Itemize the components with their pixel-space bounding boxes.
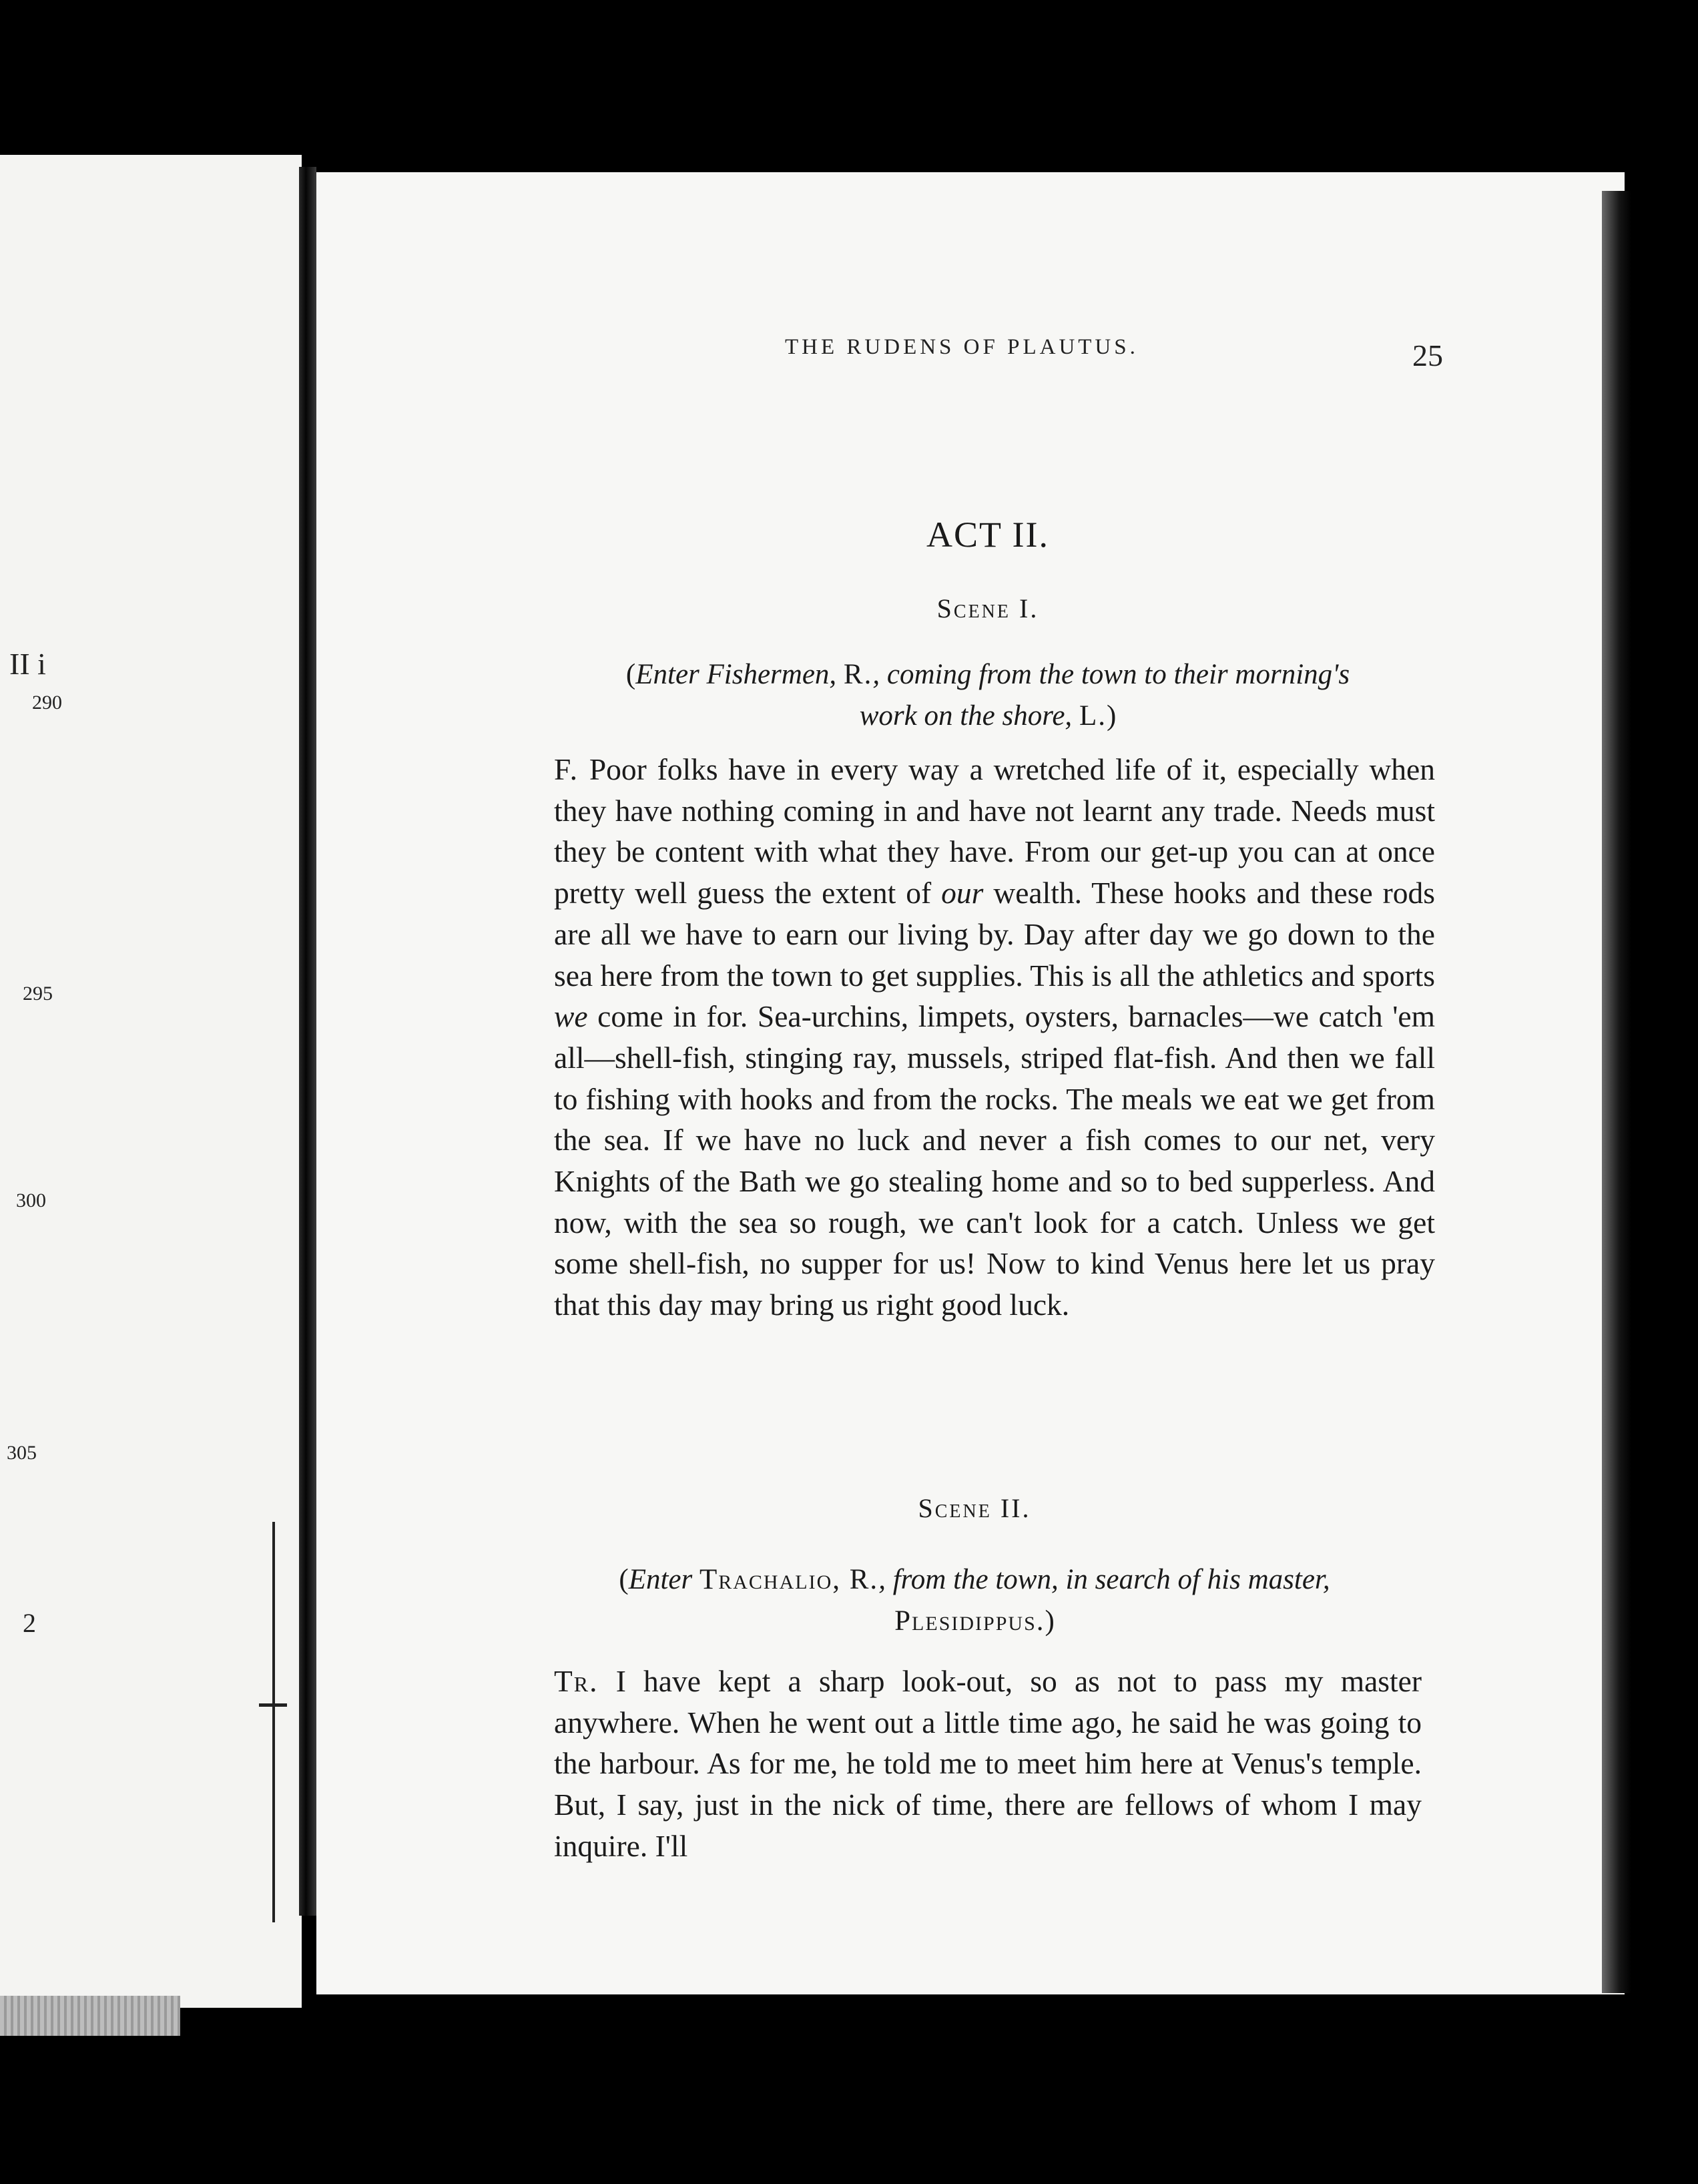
stage-direction [574,1559,1375,1642]
line-number: 290 [32,692,62,714]
left-facing-page [0,155,302,2008]
character-name: Trachalio, R. [699,1564,879,1595]
paren-open: ( [619,1564,629,1595]
paren-close: ) [1106,700,1117,732]
speaker-label: Tr. [554,1664,599,1698]
stage-text: , coming from the town to their morning's work on the shore, [859,659,1350,732]
page-number: 25 [1412,338,1443,372]
scene-heading: Scene I. [936,593,1039,623]
speaker-label: F. [554,752,579,786]
paren-open: ( [625,659,636,690]
speech-text: come in for. Sea-urchins, limpets, oysters, barnacles—we catch 'em all—shell-fish, stinging ray, mussels, striped flat-fish. And then we fall to fishing with hooks and from the rocks. The meals we eat we get from the sea. If we have no luck and never a fish comes to our net, very Knights of the Bath we go stealing home and so to bed supperless. And now, with the sea so rough, we can't look for a catch. Unless we get some shell-fish, no supper for us! Now to kind Venus here let us pray that this day may bring us right good luck. [554,999,1435,1322]
speech-text: I have kept a sharp look-out, so as not to pass my master anywhere. When he went out a little time ago, he said he was going to the harbour. As for me, he told me to meet him here at Venus's temple. But, I say, just in the nick of time, there are fellows of whom I may inquire. I'll [554,1664,1422,1863]
stage-text: Enter [628,1564,699,1595]
paren-close: ) [1045,1605,1055,1637]
speech-emphasis: we [554,999,588,1034]
left-margin-marker: 2 [23,1608,36,1638]
scene-heading: Scene II. [918,1493,1031,1523]
left-margin-marker: II i [9,647,46,681]
book-edge-strip [0,1996,180,2036]
running-head: THE RUDENS OF PLAUTUS. [785,335,1139,359]
scene1-speech [514,749,1435,1326]
speech-emphasis: our [941,876,984,910]
character-name: Plesidippus. [894,1605,1045,1637]
book-spine [299,167,316,1916]
stage-text: , from the town, in search of his master, [878,1564,1330,1595]
act-heading: ACT II. [926,515,1049,555]
stage-text: Enter Fishermen, [635,659,844,690]
line-number: 295 [23,983,53,1005]
line-number: 300 [16,1189,46,1211]
line-number: 305 [7,1442,37,1464]
stage-direction-mark: L. [1079,700,1107,732]
stage-direction-mark: R. [843,659,873,690]
pencil-line [272,1522,275,1922]
page-edge-shadow [1602,191,1631,1993]
scene2-speech [514,1661,1422,1867]
speech-text: Poor folks have in every way a wretched life of it, especially when they have nothing coming in and have not learnt any trade. Needs must they be content with what they have. From our get-up you can at once pretty well guess the extent of [554,752,1436,910]
stage-direction [601,654,1375,737]
pencil-tick [259,1703,287,1707]
speech-text: wealth. These hooks and these rods are all we have to earn our living by. Day after day we go down to the sea here from the town to get supplies. This is all the athletics and sports [554,876,1435,993]
